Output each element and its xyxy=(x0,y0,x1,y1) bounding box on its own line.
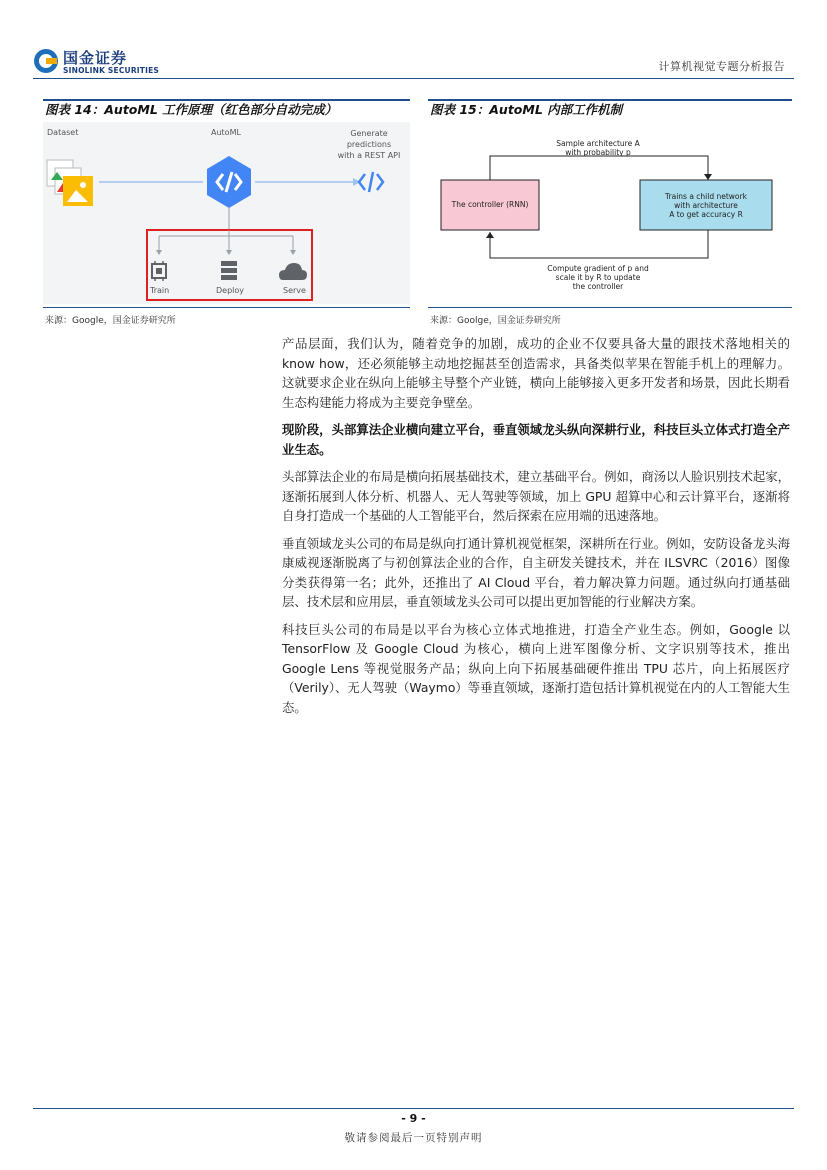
fig15-child-label xyxy=(640,192,772,219)
fig14-graphic xyxy=(43,122,410,304)
fig15-diagram xyxy=(428,122,792,304)
fig15-top-line1: Sample architecture A xyxy=(556,139,640,148)
logo-mark-icon xyxy=(33,48,59,74)
fig14-diagram xyxy=(43,122,410,304)
footer-divider xyxy=(33,1108,794,1109)
fig14-train-label: Train xyxy=(150,286,170,295)
fig14-bottom-rule xyxy=(43,307,410,308)
fig14-dataset-label: Dataset xyxy=(47,128,79,137)
fig14-serve-label: Serve xyxy=(283,286,306,295)
paragraph-vertical-leaders: 垂直领域龙头公司的布局是纵向打通计算机视觉框架，深耕所在行业。例如，安防设备龙头海康威视逐渐脱离了与初创算法企业的合作，自主研发关键技术，并在 ILSVRC（2016）图像分类获得第一名；此外，还推出了 AI Cloud 平台，着力解决算力问题。通过纵向打通基础层、技术层和应用层，垂直领域龙头公司可以提出更加智能的行业解决方案。 xyxy=(282,535,791,609)
fig15-controller-label: The controller (RNN) xyxy=(451,200,529,209)
fig14-predictions-line1: Generate predictions xyxy=(346,129,392,149)
train-chip-icon xyxy=(152,261,166,281)
footer-disclaimer: 敬请参阅最后一页特别声明 xyxy=(344,1132,483,1144)
fig15-title: 图表 15：AutoML 内部工作机制 xyxy=(430,102,623,117)
paragraph-tech-giants: 科技巨头公司的布局是以平台为核心立体式地推进，打造全产业生态。例如，Google 以 TensorFlow 及 Google Cloud 为核心，横向上进军图像分析、文字识别等技术，推出 Google Lens 等视觉服务产品；纵向上向下拓展基础硬件推出 TPU 芯片，向上拓展医疗（Verily）、无人驾驶（Waymo）等垂直领域，逐渐打造包括计算机视觉在内的人工智能大生态。 xyxy=(282,621,790,715)
paragraph-algorithm-firms: 头部算法企业的布局是横向拓展基础技术，建立基础平台。例如，商汤以人脸识别技术起家，逐渐拓展到人体分析、机器人、无人驾驶等领域，加上 GPU 超算中心和云计算平台，逐渐将自身打造成一个基础的人工智能平台，然后探索在应用端的迅速落地。 xyxy=(282,469,791,523)
fig15-bottom-line2: scale it by R to update xyxy=(555,273,641,282)
fig14-predictions-line2: with a REST API xyxy=(337,151,401,160)
report-title: 计算机视觉专题分析报告 xyxy=(658,60,785,73)
fig14-source: 来源：Google，国金证券研究所 xyxy=(45,316,176,326)
page-number: - 9 - xyxy=(401,1112,426,1125)
fig15-bottom-rule xyxy=(428,307,792,308)
paragraph-product-level: 产品层面，我们认为，随着竞争的加剧，成功的企业不仅要具备大量的跟技术落地相关的 know how，还必须能够主动地挖掘甚至创造需求，具备类似苹果在智能手机上的理解力。这就要求企业在纵向上能够主导整个产业链，横向上能够接入更多开发者和场景，因此长期看生态构建能力将成为主要竞争壁垒。 xyxy=(282,336,791,410)
header-divider xyxy=(33,78,794,79)
fig15-source: 来源：Goolge，国金证券研究所 xyxy=(430,316,561,326)
fig15-bottom-arrow-label xyxy=(528,264,668,291)
logo-text-cn: 国金证券 xyxy=(63,49,128,67)
fig15-bottom-line1: Compute gradient of p and xyxy=(547,264,649,273)
api-code-icon xyxy=(359,172,383,192)
automl-hexagon-icon xyxy=(207,156,251,208)
deploy-server-icon xyxy=(221,261,237,280)
fig14-deploy-label: Deploy xyxy=(216,286,245,295)
fig14-automl-label: AutoML xyxy=(211,128,241,137)
fig15-bottom-line3: the controller xyxy=(572,282,624,291)
fig15-top-line2: with probability p xyxy=(565,148,631,157)
dataset-images-icon xyxy=(47,160,93,206)
body-text-column xyxy=(282,334,790,725)
fig15-child-line2: with architecture xyxy=(674,201,738,210)
paragraph-key-finding: 现阶段，头部算法企业横向建立平台，垂直领域龙头纵向深耕行业，科技巨头立体式打造全产业生态。 xyxy=(282,422,791,457)
serve-cloud-icon xyxy=(279,263,307,280)
fig15-top-arrow-label xyxy=(528,139,668,157)
fig15-child-line3: A to get accuracy R xyxy=(669,210,743,219)
fig14-title: 图表 14：AutoML 工作原理（红色部分自动完成） xyxy=(45,102,338,117)
fig15-child-line1: Trains a child network xyxy=(665,192,747,201)
logo-text-en: SINOLINK SECURITIES xyxy=(63,66,160,75)
